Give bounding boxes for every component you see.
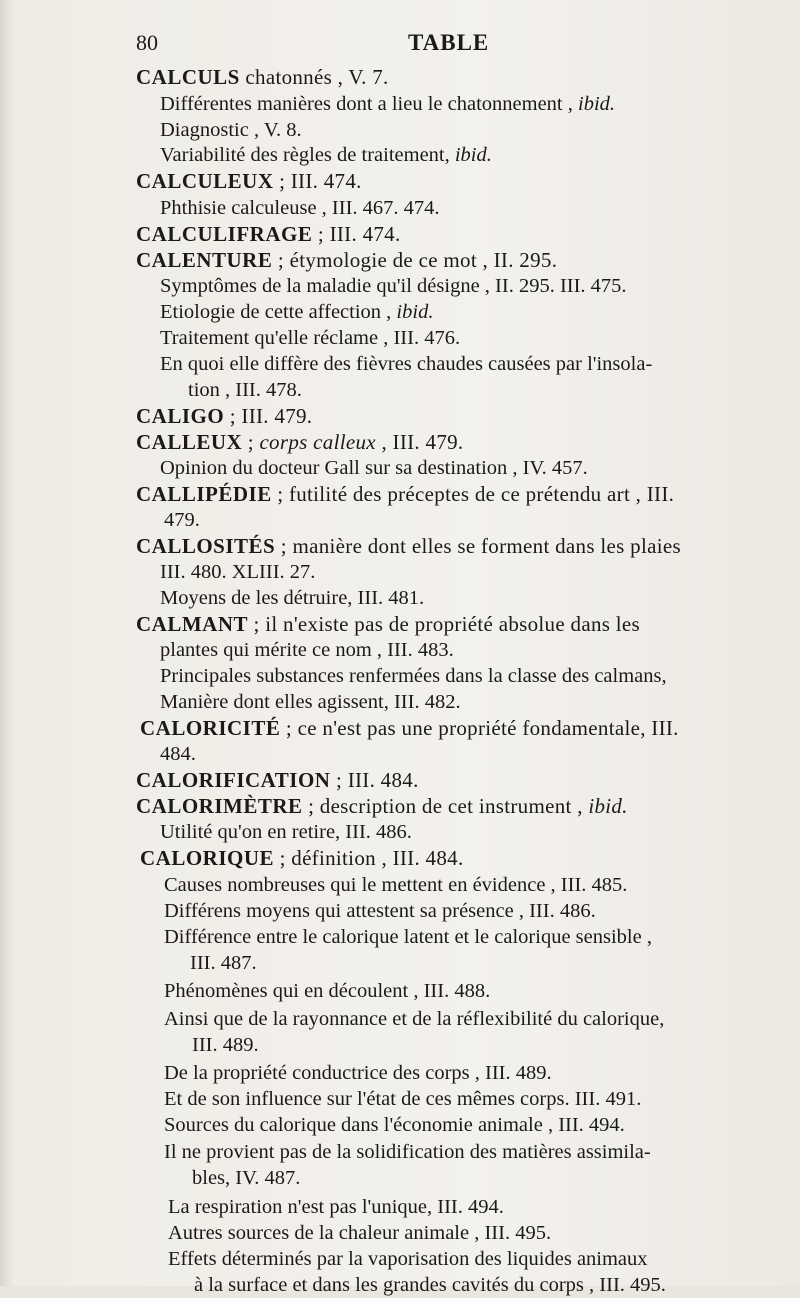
index-entry: CALLIPÉDIE ; futilité des préceptes de ce prétendu art , III. (136, 482, 675, 506)
index-continuation: plantes qui mérite ce nom , III. 483. (160, 639, 454, 661)
index-subentry: Causes nombreuses qui le mettent en évidence , III. 485. (164, 874, 628, 896)
index-subentry: Moyens de les détruire, III. 481. (160, 587, 425, 609)
index-subentry: Symptômes de la maladie qu'il désigne , II. 295. III. 475. (160, 275, 627, 297)
index-subentry: Autres sources de la chaleur animale , III. 495. (168, 1222, 552, 1244)
index-subentry: Il ne provient pas de la solidification des matières assimila- (164, 1141, 651, 1163)
index-subentry: Phénomènes qui en découlent , III. 488. (164, 980, 491, 1002)
index-entry: CALORIFICATION ; III. 484. (136, 768, 419, 792)
index-entry: CALENTURE ; étymologie de ce mot , II. 295. (136, 248, 558, 272)
index-entry: CALCULS chatonnés , V. 7. (136, 65, 389, 89)
index-entry: CALORICITÉ ; ce n'est pas une propriété fondamentale, III. (140, 716, 679, 740)
index-continuation: III. 489. (192, 1034, 259, 1056)
index-entry: CALIGO ; III. 479. (136, 404, 313, 428)
index-continuation: 484. (160, 743, 196, 765)
index-subentry: Et de son influence sur l'état de ces mêmes corps. III. 491. (164, 1088, 642, 1110)
index-continuation: à la surface et dans les grandes cavités du corps , III. 495. (194, 1274, 666, 1296)
index-subentry: Utilité qu'on en retire, III. 486. (160, 821, 412, 843)
index-subentry: Diagnostic , V. 8. (160, 119, 302, 141)
index-continuation: III. 480. XLIII. 27. (160, 561, 316, 583)
index-entry: CALLOSITÉS ; manière dont elles se forment dans les plaies (136, 534, 681, 558)
index-continuation: bles, IV. 487. (192, 1167, 301, 1189)
index-continuation: tion , III. 478. (188, 379, 302, 401)
index-entry: CALLEUX ; corps calleux , III. 479. (136, 430, 464, 454)
index-subentry: Traitement qu'elle réclame , III. 476. (160, 327, 461, 349)
index-subentry: La respiration n'est pas l'unique, III. 494. (168, 1196, 504, 1218)
index-subentry: Etiologie de cette affection , ibid. (160, 301, 434, 323)
index-subentry: Variabilité des règles de traitement, ibid. (160, 144, 492, 166)
index-entry: CALCULIFRAGE ; III. 474. (136, 222, 401, 246)
index-subentry: Phthisie calculeuse , III. 467. 474. (160, 197, 440, 219)
index-subentry: Manière dont elles agissent, III. 482. (160, 691, 461, 713)
index-entry: CALCULEUX ; III. 474. (136, 169, 362, 193)
index-entry: CALMANT ; il n'existe pas de propriété absolue dans les (136, 612, 640, 636)
index-subentry: Différentes manières dont a lieu le chatonnement , ibid. (160, 93, 616, 115)
index-subentry: Principales substances renfermées dans la classe des calmans, (160, 665, 667, 687)
index-continuation: 479. (164, 509, 200, 531)
index-entry: CALORIMÈTRE ; description de cet instrument , ibid. (136, 794, 628, 818)
index-subentry: Différence entre le calorique latent et le calorique sensible , (164, 926, 652, 948)
running-head: TABLE (408, 30, 490, 55)
index-continuation: III. 487. (190, 952, 257, 974)
index-subentry: Différens moyens qui attestent sa présence , III. 486. (164, 900, 596, 922)
index-entry: CALORIQUE ; définition , III. 484. (140, 846, 464, 870)
index-subentry: Effets déterminés par la vaporisation des liquides animaux (168, 1248, 648, 1270)
index-subentry: Sources du calorique dans l'économie animale , III. 494. (164, 1114, 625, 1136)
index-subentry: Opinion du docteur Gall sur sa destination , IV. 457. (160, 457, 588, 479)
index-subentry: Ainsi que de la rayonnance et de la réflexibilité du calorique, (164, 1008, 665, 1030)
index-subentry: En quoi elle diffère des fièvres chaudes causées par l'insola- (160, 353, 653, 375)
index-subentry: De la propriété conductrice des corps , III. 489. (164, 1062, 552, 1084)
page-number: 80 (136, 30, 158, 55)
